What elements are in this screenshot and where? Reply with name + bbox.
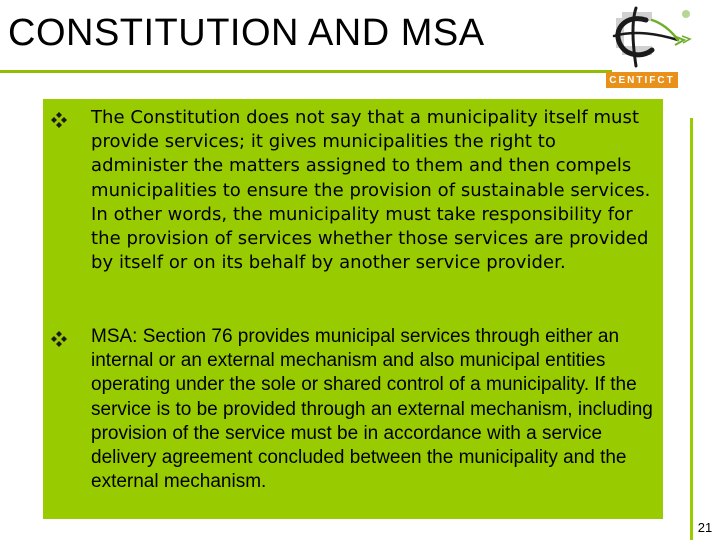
logo-band [606, 72, 678, 88]
bullet-item-constitution [51, 106, 657, 275]
bullet-text: The Constitution does not say that a municipality itself must provide services; it gives municipalities the right to administer the matters assigned to them and then compels municipalities to ensure the provision of sustainable services. In other words, the municipality must take responsibility for the provision of services whether those services are provided by itself or on its behalf by another service provider. [91, 107, 651, 274]
logo-emblem-icon [606, 6, 696, 72]
four-diamond-bullet-icon [51, 112, 91, 133]
four-diamond-bullet-icon [51, 331, 91, 352]
title-underline [0, 70, 612, 73]
page-number: 21 [697, 520, 713, 535]
right-accent-rule [690, 118, 693, 540]
logo [606, 6, 696, 90]
slide-title: CONSTITUTION AND MSA [8, 12, 485, 54]
logo-text: CENTIFCT [609, 74, 675, 86]
content-box [43, 99, 663, 519]
bullet-text: MSA: Section 76 provides municipal services through either an internal or an external mechanism and also municipal entities operating under the sole or shared control of a municipality. If the service is to be provided through an external mechanism, including provision of the service must be in accordance with a service delivery agreement concluded between the municipality and the external mechanism. [91, 326, 653, 493]
bullet-item-msa [51, 325, 657, 494]
